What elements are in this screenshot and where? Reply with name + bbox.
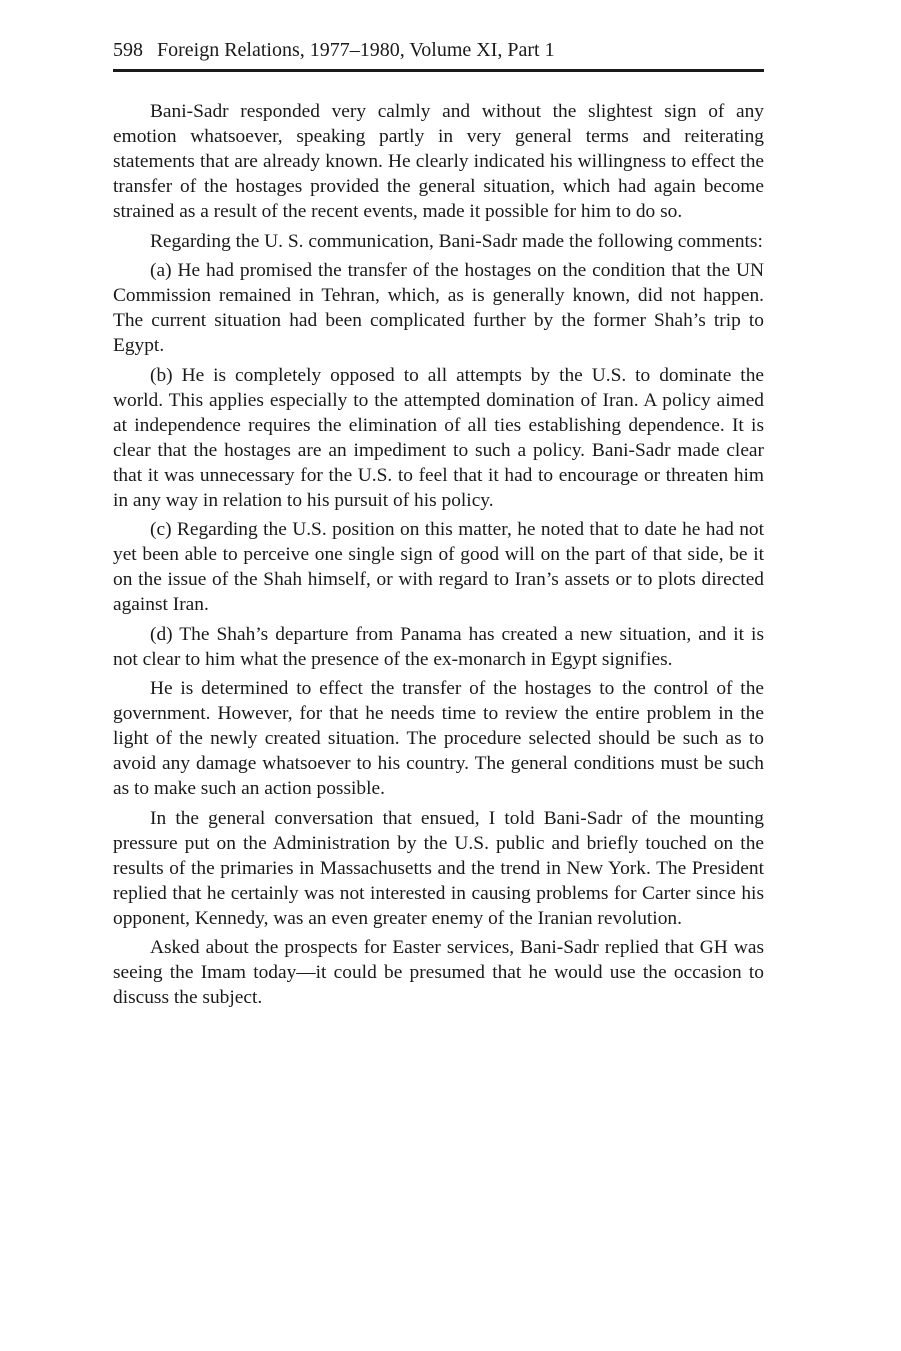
paragraph: (a) He had promised the transfer of the hostages on the condition that the UN Commission remained in Tehran, which, as is generally known, did not happen. The current situation had been complicated further by the former Shah’s trip to Egypt. bbox=[113, 260, 764, 356]
paragraph: (c) Regarding the U.S. position on this matter, he noted that to date he had not yet been able to perceive one single sign of good will on the part of that side, be it on the issue of the Shah himself, or with regard to Iran’s assets or to plots directed against Iran. bbox=[113, 519, 764, 615]
header-rule bbox=[113, 69, 764, 72]
running-head bbox=[113, 38, 764, 62]
paragraph: Asked about the prospects for Easter services, Bani-Sadr replied that GH was seeing the Imam today—it could be presumed that he would use the occasion to discuss the subject. bbox=[113, 937, 764, 1008]
paragraph: (d) The Shah’s departure from Panama has created a new situation, and it is not clear to him what the presence of the ex-monarch in Egypt signifies. bbox=[113, 623, 764, 670]
paragraph: Bani-Sadr responded very calmly and without the slightest sign of any emotion whatsoever, speaking partly in very general terms and reiterating statements that are already known. He clearly indicated his willingness to effect the transfer of the hostages provided the general situation, which had again become strained as a result of the recent events, made it possible for him to do so. bbox=[113, 101, 764, 222]
body-text bbox=[113, 99, 764, 1015]
page-number: 598 bbox=[113, 39, 143, 61]
paragraph: He is determined to effect the transfer of the hostages to the control of the government. However, for that he needs time to review the entire problem in the light of the newly created situation. The procedure selected should be such as to avoid any damage whatsoever to his country. The general conditions must be such as to make such an action possible. bbox=[113, 678, 764, 799]
running-head-title: Foreign Relations, 1977–1980, Volume XI, Part 1 bbox=[157, 39, 555, 61]
paragraph: (b) He is completely opposed to all attempts by the U.S. to dominate the world. This applies especially to the attempted domination of Iran. A policy aimed at independence requires the elimination of all ties establishing dependence. It is clear that the hostages are an impediment to such a policy. Bani-Sadr made clear that it was unnecessary for the U.S. to feel that it had to encourage or threaten him in any way in relation to his pursuit of his policy. bbox=[113, 364, 764, 511]
paragraph: In the general conversation that ensued, I told Bani-Sadr of the mounting pressure put on the Administration by the U.S. public and briefly touched on the results of the primaries in Massachusetts and the trend in New York. The President replied that he certainly was not interested in causing problems for Carter since his opponent, Kennedy, was an even greater enemy of the Iranian revolution. bbox=[113, 807, 764, 929]
paragraph: Regarding the U. S. communication, Bani-Sadr made the following comments: bbox=[150, 230, 763, 252]
